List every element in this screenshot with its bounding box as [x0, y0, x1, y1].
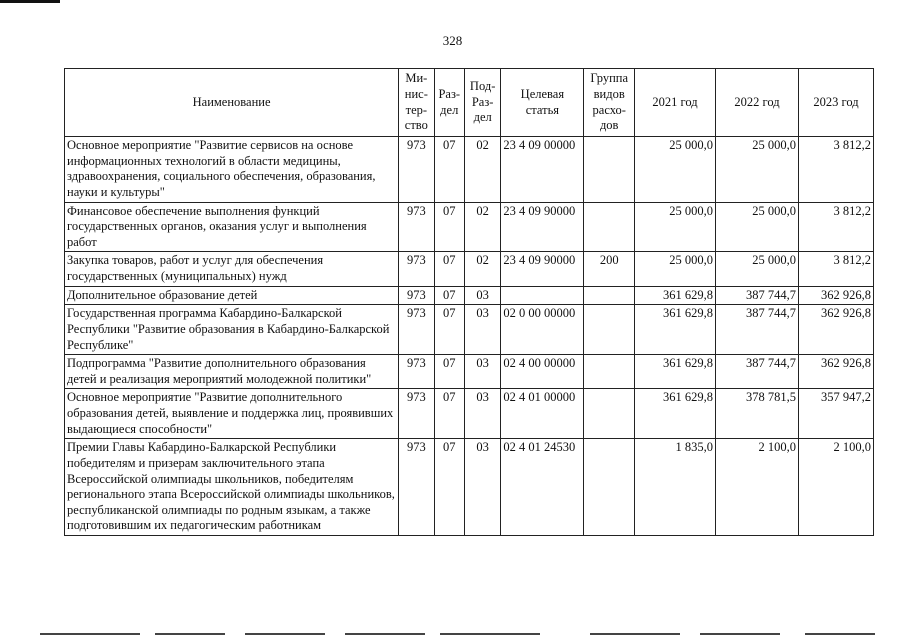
header-year-2022: 2022 год: [716, 69, 799, 137]
amount-2022: 25 000,0: [716, 137, 799, 203]
table-row: [65, 389, 874, 439]
table-header-row: [65, 69, 874, 137]
section-code: 07: [434, 252, 464, 286]
target-article: 02 4 00 00000: [501, 355, 584, 389]
header-section: Раз- дел: [434, 69, 464, 137]
subsection-code: 03: [464, 389, 500, 439]
ministry-code: 973: [399, 137, 434, 203]
ministry-code: 973: [399, 389, 434, 439]
target-article: 02 0 00 00000: [501, 305, 584, 355]
expense-group: [584, 137, 635, 203]
section-code: 07: [434, 137, 464, 203]
row-name: Основное мероприятие "Развитие сервисов на основе информационных технологий в области медицины, здравоохранения, социального обеспечения, образования, науки и культуры": [65, 137, 399, 203]
amount-2023: 3 812,2: [799, 202, 874, 252]
amount-2023: 362 926,8: [799, 305, 874, 355]
section-code: 07: [434, 439, 464, 536]
amount-2022: 387 744,7: [716, 286, 799, 305]
ministry-code: 973: [399, 202, 434, 252]
amount-2023: 357 947,2: [799, 389, 874, 439]
subsection-code: 03: [464, 355, 500, 389]
target-article: [501, 286, 584, 305]
row-name: Основное мероприятие "Развитие дополнительного образования детей, выявление и поддержка лиц, проявивших выдающиеся способности": [65, 389, 399, 439]
header-ministry: Ми- нис- тер- ство: [399, 69, 434, 137]
amount-2021: 361 629,8: [635, 355, 716, 389]
table-row: [65, 355, 874, 389]
amount-2023: 362 926,8: [799, 286, 874, 305]
expense-group: [584, 202, 635, 252]
subsection-code: 03: [464, 305, 500, 355]
subsection-code: 03: [464, 439, 500, 536]
table-row: [65, 202, 874, 252]
target-article: 23 4 09 90000: [501, 202, 584, 252]
ministry-code: 973: [399, 439, 434, 536]
table-row: [65, 305, 874, 355]
amount-2023: 2 100,0: [799, 439, 874, 536]
table-row: [65, 137, 874, 203]
subsection-code: 02: [464, 252, 500, 286]
amount-2023: 3 812,2: [799, 252, 874, 286]
row-name: Государственная программа Кабардино-Балкарской Республики "Развитие образования в Кабардино-Балкарской Республике": [65, 305, 399, 355]
amount-2022: 378 781,5: [716, 389, 799, 439]
row-name: Премии Главы Кабардино-Балкарской Республики победителям и призерам заключительного этапа Всероссийской олимпиады школьников, победителям регионального этапа Всероссийской олимпиады школьников, республиканской олимпиады по родным языкам, а также подготовившим их педагогическим работникам: [65, 439, 399, 536]
table-row: [65, 252, 874, 286]
target-article: 23 4 09 00000: [501, 137, 584, 203]
amount-2021: 25 000,0: [635, 137, 716, 203]
ministry-code: 973: [399, 286, 434, 305]
amount-2021: 361 629,8: [635, 305, 716, 355]
expense-group: [584, 286, 635, 305]
row-name: Финансовое обеспечение выполнения функций государственных органов, оказания услуг и выполнения работ: [65, 202, 399, 252]
subsection-code: 02: [464, 137, 500, 203]
section-code: 07: [434, 286, 464, 305]
amount-2022: 387 744,7: [716, 355, 799, 389]
footer-rule: [345, 633, 425, 635]
subsection-code: 03: [464, 286, 500, 305]
row-name: Дополнительное образование детей: [65, 286, 399, 305]
expense-group: [584, 389, 635, 439]
header-subsection: Под- Раз- дел: [464, 69, 500, 137]
footer-rule: [155, 633, 225, 635]
section-code: 07: [434, 389, 464, 439]
footer-rule: [245, 633, 325, 635]
page-number: 328: [442, 33, 463, 48]
budget-table: [64, 68, 874, 536]
ministry-code: 973: [399, 355, 434, 389]
header-target-article: Целевая статья: [501, 69, 584, 137]
amount-2022: 2 100,0: [716, 439, 799, 536]
expense-group: 200: [584, 252, 635, 286]
ministry-code: 973: [399, 252, 434, 286]
scan-mark: [0, 0, 60, 3]
amount-2021: 25 000,0: [635, 252, 716, 286]
ministry-code: 973: [399, 305, 434, 355]
footer-rule: [40, 633, 140, 635]
header-expense-group: Группа видов расхо- дов: [584, 69, 635, 137]
section-code: 07: [434, 202, 464, 252]
row-name: Подпрограмма "Развитие дополнительного образования детей и реализация мероприятий молодежной политики": [65, 355, 399, 389]
amount-2021: 25 000,0: [635, 202, 716, 252]
target-article: 23 4 09 90000: [501, 252, 584, 286]
table-row: [65, 286, 874, 305]
section-code: 07: [434, 305, 464, 355]
header-name: Наименование: [65, 69, 399, 137]
section-code: 07: [434, 355, 464, 389]
amount-2022: 387 744,7: [716, 305, 799, 355]
header-year-2021: 2021 год: [635, 69, 716, 137]
footer-rule: [440, 633, 540, 635]
target-article: 02 4 01 00000: [501, 389, 584, 439]
footer-rule: [590, 633, 680, 635]
row-name: Закупка товаров, работ и услуг для обеспечения государственных (муниципальных) нужд: [65, 252, 399, 286]
amount-2021: 361 629,8: [635, 286, 716, 305]
amount-2023: 3 812,2: [799, 137, 874, 203]
expense-group: [584, 439, 635, 536]
amount-2022: 25 000,0: [716, 252, 799, 286]
footer-rule: [805, 633, 875, 635]
amount-2022: 25 000,0: [716, 202, 799, 252]
amount-2023: 362 926,8: [799, 355, 874, 389]
expense-group: [584, 305, 635, 355]
footer-rule: [700, 633, 780, 635]
amount-2021: 361 629,8: [635, 389, 716, 439]
amount-2021: 1 835,0: [635, 439, 716, 536]
header-year-2023: 2023 год: [799, 69, 874, 137]
target-article: 02 4 01 24530: [501, 439, 584, 536]
table-row: [65, 439, 874, 536]
expense-group: [584, 355, 635, 389]
subsection-code: 02: [464, 202, 500, 252]
